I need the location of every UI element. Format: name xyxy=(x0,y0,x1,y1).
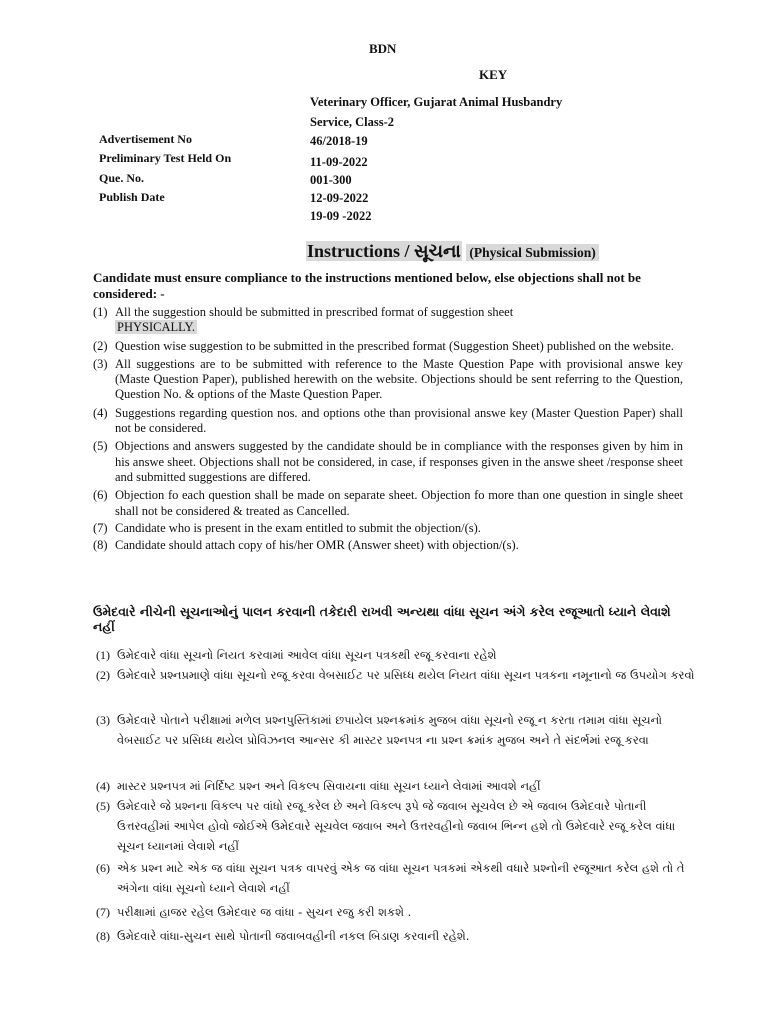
key-label: KEY xyxy=(479,67,508,82)
meta-label-test-date: Preliminary Test Held On xyxy=(99,151,232,165)
post-title-line2: Service, Class-2 xyxy=(310,115,395,129)
instruction-number: (3) xyxy=(93,356,108,371)
gujarati-item-6 xyxy=(96,858,696,898)
instruction-item-3 xyxy=(93,357,683,403)
instruction-number: (7) xyxy=(93,520,108,535)
instruction-number: (6) xyxy=(93,488,108,503)
instruction-text: Objection fo each question shall be made on separate sheet. Objection fo more than one question in single sheet shall not be considered & treated as Cancelled. xyxy=(115,488,683,518)
gujarati-item-text: ઉમેદવારે પ્રશ્નપ્રમાણે વાંધા સૂચનો રજૂ કરવા વેબસાઈટ પર પ્રસિધ્ધ થયેલ નિયત વાંધા સૂચન પત્રકના નમૂનાનો જ ઉપયોગ કરવો xyxy=(117,668,695,682)
meta-value-extra-date: 19-09 -2022 xyxy=(310,209,372,223)
gujarati-item-5 xyxy=(96,796,696,856)
gujarati-item-number: (2) xyxy=(96,668,110,682)
meta-label-advertisement: Advertisement No xyxy=(99,132,192,146)
gujarati-item-text: એક પ્રશ્ન માટે એક જ વાંધા સૂચન પત્રક વાપરવું એક જ વાંધા સૂચન પત્રકમાં એકથી વધારે પ્રશ્નોની રજૂઆત કરેલ હશે તો તે અંગેના વાંધા સૂચનો ધ્યાને લેવાશે નહીં xyxy=(117,861,685,895)
instruction-item-7 xyxy=(93,521,683,536)
instruction-text: Candidate who is present in the exam entitled to submit the objection/(s). xyxy=(115,520,481,535)
instruction-number: (2) xyxy=(93,338,108,353)
gujarati-item-number: (4) xyxy=(96,779,110,793)
physical-highlight: PHYSICALLY. xyxy=(117,320,196,335)
meta-label-publish-date: Publish Date xyxy=(99,190,165,204)
instruction-item-8 xyxy=(93,538,683,553)
instruction-text: All suggestions are to be submitted with reference to the Maste Question Pape with provisional answe key (Maste Question Paper), published herewith on the website. Objections should be sent referring to the Question, Question No. & options of the Maste Question Paper. xyxy=(115,356,683,402)
gujarati-item-text: ઉમેદવારે વાંધા-સુચન સાથે પોતાની જવાબવહીની નકલ બિડાણ કરવાની રહેશે. xyxy=(117,929,470,943)
document-code: BDN xyxy=(369,41,397,56)
instructions-subtitle: (Physical Submission) xyxy=(466,244,598,261)
meta-value-question-no: 001-300 xyxy=(310,173,352,187)
instruction-item-2 xyxy=(93,339,683,354)
gujarati-item-text: ઉમેદવારે પોતાને પરીક્ષામાં મળેલ પ્રશ્નપુસ્તિકામાં છપાયેલ પ્રશ્નક્રમાંક મુજબ વાંધા સૂચનો રજૂ ન કરતા તમામ વાંધા સૂચનો વેબસાઈટ પર પ્રસિધ્ધ થયેલ પ્રોવિઝનલ આન્સર કી માસ્ટર પ્રશ્નપત્ર ના પ્રશ્ન ક્રમાંક મુજબ અને તે સંદર્ભમાં રજૂ કરવા xyxy=(117,713,663,747)
gujarati-item-text: ઉમેદવારે વાંધા સૂચનો નિયત કરવામાં આવેલ વાંધા સૂચન પત્રકથી રજૂ કરવાના રહેશે xyxy=(117,648,497,662)
gujarati-item-number: (7) xyxy=(96,905,110,919)
gujarati-item-8 xyxy=(96,926,696,946)
instruction-item-5 xyxy=(93,439,683,485)
gujarati-item-2 xyxy=(96,665,696,685)
meta-label-question-no: Que. No. xyxy=(99,171,144,185)
gujarati-item-1 xyxy=(96,645,696,665)
gujarati-item-3 xyxy=(96,710,696,750)
instruction-item-6 xyxy=(93,488,683,519)
gujarati-intro: ઉમેદવારે નીચેની સૂચનાઓનું પાલન કરવાની તકેદારી રાખવી અન્યથા વાંધા સૂચન અંગે કરેલ રજૂઆતો ધ્યાને લેવાશે નહીં xyxy=(93,604,671,634)
post-title-line1: Veterinary Officer, Gujarat Animal Husbandry xyxy=(310,95,563,109)
instruction-text: Suggestions regarding question nos. and options othe than provisional answe key (Master Question Paper) shall not be considered. xyxy=(115,405,683,436)
instructions-intro: Candidate must ensure compliance to the instructions mentioned below, else objections shall not be considered: - xyxy=(93,270,641,301)
gujarati-item-number: (6) xyxy=(96,861,110,875)
meta-value-advertisement: 46/2018-19 xyxy=(310,134,368,148)
instruction-text: Objections and answers suggested by the candidate should be in compliance with the responses given by him in his answe sheet. Objections shall not be considered, in case, if responses given in the answe sheet /response sheet and submitted suggestions are differed. xyxy=(115,439,683,484)
instruction-number: (5) xyxy=(93,439,108,454)
instruction-number: (1) xyxy=(93,305,108,319)
gujarati-item-text: પરીક્ષામાં હાજર રહેલ ઉમેદવાર જ વાંધા - સુચન રજુ કરી શકશે . xyxy=(117,905,412,919)
instruction-text: All the suggestion should be submitted in prescribed format of suggestion sheet xyxy=(115,305,514,319)
english-instructions-list xyxy=(93,305,683,553)
gujarati-item-number: (3) xyxy=(96,713,110,727)
instruction-text: Candidate should attach copy of his/her OMR (Answer sheet) with objection/(s). xyxy=(115,538,519,553)
meta-value-test-date: 11-09-2022 xyxy=(310,155,368,169)
gujarati-item-text: ઉમેદવારે જે પ્રશ્નના વિકલ્પ પર વાંધો રજૂ કરેલ છે અને વિકલ્પ રૂપે જે જવાબ સૂચવેલ છે એ જવાબ ઉમેદવારે પોતાની ઉત્તરવહીમાં આપેલ હોવો જોઈએ ઉમેદવારે સૂચવેલ જવાબ અને ઉત્તરવહીનો જવાબ ભિન્ન હશે તો ઉમેદવારે રજૂ કરેલ વાંધા સૂચન ધ્યાનમાં લેવાશે નહીં xyxy=(117,799,676,853)
gujarati-item-7 xyxy=(96,902,696,922)
gujarati-item-number: (1) xyxy=(96,648,110,662)
instruction-item-4 xyxy=(93,406,683,437)
instructions-title xyxy=(306,241,599,262)
instruction-item-1 xyxy=(93,305,683,336)
gujarati-item-text: માસ્ટર પ્રશ્નપત્ર માં નિર્દિષ્ટ પ્રશ્ન અને વિકલ્પ સિવાયના વાંધા સૂચન ધ્યાને લેવામાં આવશે નહીં xyxy=(117,779,541,793)
instruction-number: (8) xyxy=(93,538,108,553)
instruction-text: Question wise suggestion to be submitted in the prescribed format (Suggestion Sheet) published on the website. xyxy=(115,338,674,353)
gujarati-item-number: (8) xyxy=(96,929,110,943)
instructions-title-text: Instructions / સૂચના xyxy=(307,241,461,261)
gujarati-item-4 xyxy=(96,776,696,796)
instruction-number: (4) xyxy=(93,405,108,420)
meta-value-publish-date: 12-09-2022 xyxy=(310,191,369,205)
gujarati-item-number: (5) xyxy=(96,799,110,813)
